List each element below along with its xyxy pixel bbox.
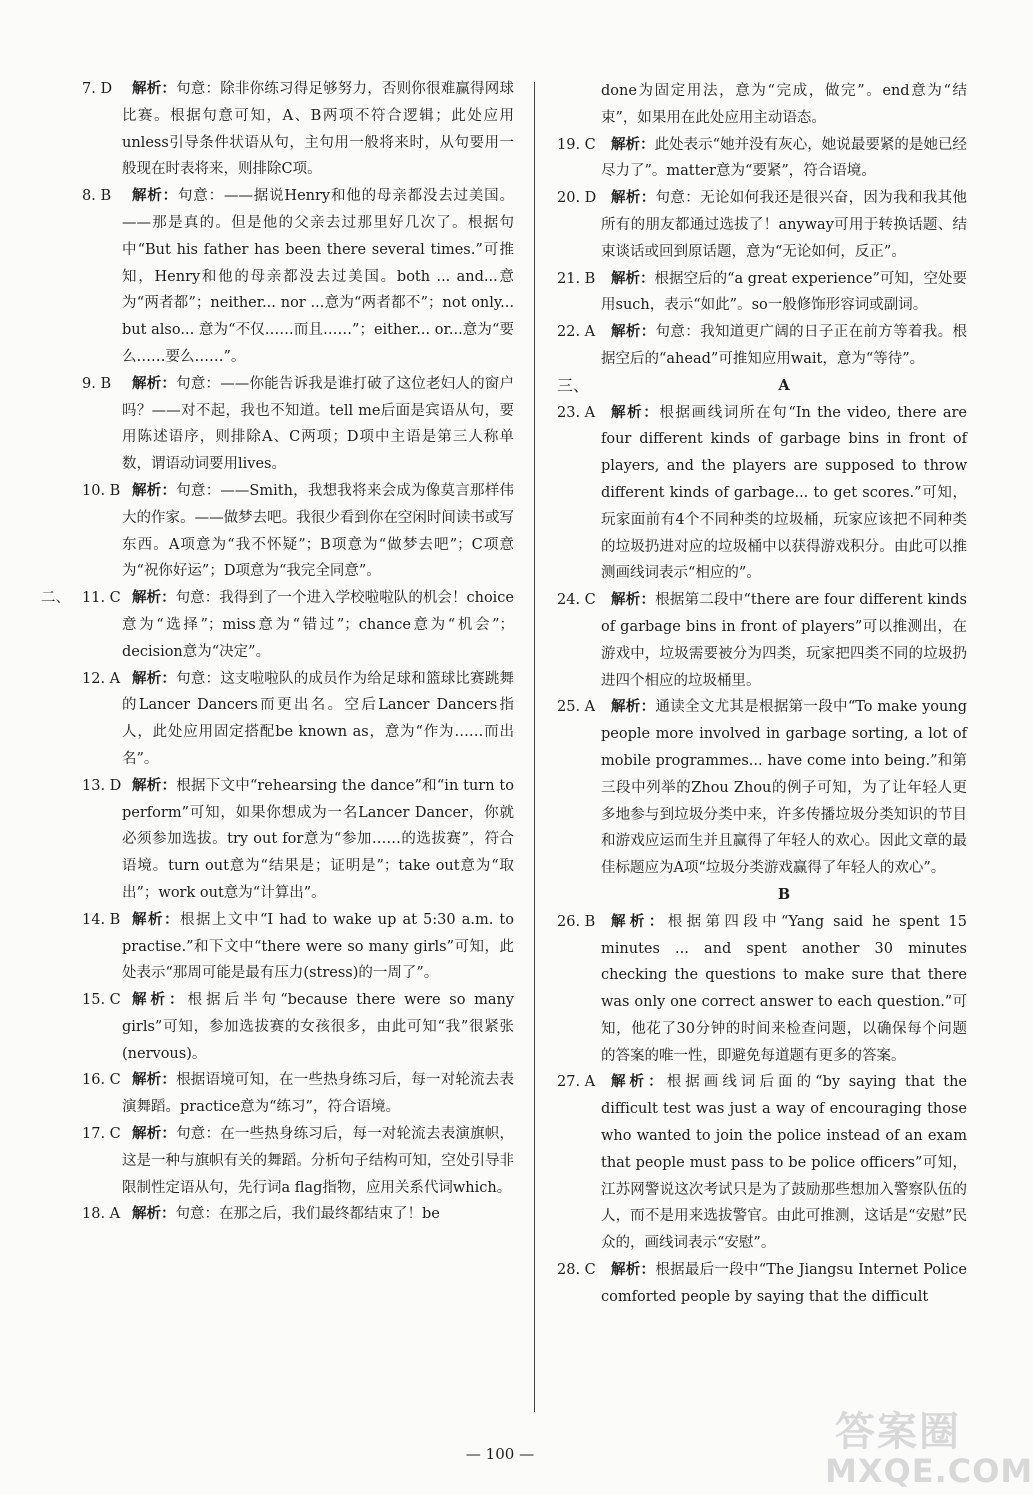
answer-item bbox=[82, 666, 514, 773]
question-number: 9. B bbox=[82, 375, 112, 392]
analysis-label: 解析： bbox=[611, 1073, 667, 1091]
analysis-text: 句意：——你能告诉我是谁打破了这位老妇人的窗户吗？——对不起，我也不知道。tell me后面是宾语从句，要用陈述语序，则排除A、C两项；D项中主语是第三人称单数，谓语动词要用lives。 bbox=[122, 375, 514, 473]
analysis-label: 解析： bbox=[611, 591, 656, 609]
analysis-text: 根据最后一段中“The Jiangsu Internet Police comforted people by saying that the difficult bbox=[601, 1262, 967, 1305]
analysis-text: 根据语境可知，在一些热身练习后，每一对轮流去表演舞蹈。practice意为“练习”，符合语境。 bbox=[122, 1072, 515, 1116]
question-number: 10. B bbox=[82, 482, 121, 499]
answer-item bbox=[82, 987, 514, 1067]
answer-item bbox=[557, 909, 967, 1070]
column-divider bbox=[534, 82, 535, 1412]
question-number: 8. B bbox=[82, 188, 112, 205]
question-number: 20. D bbox=[557, 190, 597, 207]
answer-item bbox=[557, 185, 967, 265]
watermark-text-1: 答案圈 bbox=[835, 1409, 961, 1455]
analysis-label: 解析： bbox=[132, 776, 177, 794]
question-number: 12. A bbox=[82, 670, 121, 687]
answer-item bbox=[557, 694, 967, 882]
subsection-a-title: A bbox=[778, 376, 790, 394]
question-number: 7. D bbox=[82, 81, 113, 97]
question-number: 14. B bbox=[82, 911, 121, 928]
answer-item bbox=[557, 1257, 967, 1311]
question-number: 21. B bbox=[557, 270, 596, 287]
analysis-text: 通读全文尤其是根据第一段中“To make young people more involved in garbage sorting, a lot of mobile programmes... have come into being.”和第三段中列举的Zhou Zhou的例子可知，为了让年轻人更多地参与到垃圾分类中来，许多传播垃圾分类知识的节目和游戏应运而生并且赢得了年轻人的欢心。因此文章的最佳标题应为A项“垃圾分类游戏赢得了年轻人的欢心”。 bbox=[601, 699, 967, 877]
answer-item bbox=[82, 1067, 514, 1121]
analysis-label: 解析： bbox=[132, 589, 176, 607]
analysis-text: 句意：无论如何我还是很兴奋，因为我和我其他所有的朋友都通过选拔了！anyway可用于转换话题、结束谈话或回到原话题，意为“无论如何，反正”。 bbox=[601, 190, 968, 260]
analysis-label: 解析： bbox=[132, 1125, 177, 1143]
continued-text: done为固定用法，意为“完成，做完”。end意为“结束”，如果用在此处应用主动语态。 bbox=[601, 83, 967, 126]
section-three-row bbox=[557, 373, 967, 400]
analysis-text: 根据画线词所在句“In the video, there are four different kinds of garbage bins in front of players, and the players are supposed to throw different kinds of garbage... to get scores.”可知，玩家面前有4个不同种类的垃圾桶，玩家应该把不同种类的垃圾扔进对应的垃圾桶中以获得游戏积分。由此可以推测画线词表示“相应的”。 bbox=[601, 404, 968, 582]
question-number: 26. B bbox=[557, 913, 596, 930]
analysis-text: 此处表示“她并没有灰心，她说最要紧的是她已经尽力了”。matter意为“要紧”，符合语境。 bbox=[601, 136, 967, 180]
watermark-text-2: MXQE.COM bbox=[825, 1452, 1033, 1490]
analysis-label: 解析： bbox=[132, 991, 188, 1009]
section-marker: 三、 bbox=[557, 375, 590, 395]
question-number: 27. A bbox=[557, 1074, 596, 1091]
answer-item bbox=[82, 478, 514, 585]
answer-group-3 bbox=[557, 909, 967, 1311]
analysis-text: 句意：——据说Henry和他的母亲都没去过美国。——那是真的。但是他的父亲去过那里好几次了。根据句中“But his father has been there several times.”可推知，Henry和他的母亲都没去过美国。both ... and...意为“两者都”；neither... nor ...意为“两者都不”；not only... but also... 意为“不仅……而且……”；either... or...意为“要么……要么……”。 bbox=[122, 188, 515, 365]
analysis-text: 句意：我得到了一个进入学校啦啦队的机会！choice意为“选择”；miss意为“错过”；chance意为“机会”；decision意为“决定”。 bbox=[122, 590, 515, 660]
answer-item bbox=[82, 1121, 514, 1201]
analysis-text: 根据空后的“a great experience”可知，空处要用such，表示“如此”。so一般修饰形容词或副词。 bbox=[601, 270, 967, 314]
analysis-label: 解析： bbox=[132, 669, 177, 687]
analysis-text: 根据第二段中“there are four different kinds of garbage bins in front of players”可以推测出，在游戏中，垃圾需要被分为四类，玩家把四类不同的垃圾扔进四个相应的垃圾桶里。 bbox=[601, 592, 967, 689]
analysis-label: 解析： bbox=[132, 1071, 177, 1089]
answer-item bbox=[41, 585, 515, 665]
analysis-label: 解析： bbox=[132, 1205, 176, 1223]
analysis-text: 根据下文中“rehearsing the dance”和“in turn to perform”可知，如果你想成为一名Lancer Dancer，你就必须参加选拔。try out for意为“参加……的选拔赛”，符合语境。turn out意为“结果是；证明是”；take out意为“取出”；work out意为“计算出”。 bbox=[122, 777, 514, 901]
answer-item bbox=[557, 132, 967, 186]
left-column bbox=[41, 76, 515, 1228]
analysis-text: 句意：除非你练习得足够努力，否则你很难赢得网球比赛。根据句意可知，A、B两项不符合逻辑；此处应用unless引导条件状语从句，主句用一般将来时，从句要用一般现在时表将来，则排除C项。 bbox=[122, 81, 515, 178]
question-number: 18. A bbox=[82, 1206, 121, 1223]
answer-item bbox=[82, 371, 514, 478]
analysis-label: 解析： bbox=[611, 189, 656, 207]
analysis-text: 根据上文中“I had to wake up at 5:30 a.m. to practise.”和下文中“there were so many girls”可知，此处表示“那周可能是最有压力(stress)的一周了”。 bbox=[122, 911, 514, 982]
analysis-label: 解析： bbox=[611, 698, 656, 716]
answer-group-1 bbox=[557, 132, 967, 373]
analysis-label: 解析： bbox=[132, 481, 177, 499]
question-number: 17. C bbox=[82, 1126, 121, 1143]
answer-item bbox=[82, 1201, 514, 1228]
answer-item bbox=[557, 400, 967, 588]
analysis-label: 解析： bbox=[611, 912, 668, 930]
question-number: 23. A bbox=[557, 404, 596, 421]
analysis-text: 根据第四段中“Yang said he spent 15 minutes ... and spent another 30 minutes checking the questions to make sure that there was only one correct answer to each question.”可知，他花了30分钟的时间来检查问题，以确保每个问题的答案的唯一性，即避免每道题有更多的答案。 bbox=[601, 913, 968, 1064]
analysis-label: 解析： bbox=[132, 374, 177, 392]
answer-item bbox=[82, 183, 514, 371]
answer-item bbox=[82, 76, 514, 183]
analysis-label: 解析： bbox=[611, 135, 655, 153]
answer-item bbox=[557, 1069, 967, 1257]
answer-group-2 bbox=[557, 400, 967, 882]
analysis-label: 解析： bbox=[132, 80, 177, 97]
answer-item bbox=[82, 907, 514, 987]
watermark-logo bbox=[810, 1400, 1033, 1490]
answer-item bbox=[557, 319, 967, 373]
analysis-label: 解析： bbox=[611, 1261, 656, 1279]
analysis-text: 句意：在那之后，我们最终都结束了！be bbox=[175, 1206, 440, 1223]
analysis-label: 解析： bbox=[132, 187, 178, 205]
question-number: 22. A bbox=[557, 324, 596, 341]
analysis-text: 句意：我知道更广阔的日子正在前方等着我。根据空后的“ahead”可推知应用wait，意为“等待”。 bbox=[601, 324, 968, 367]
question-number: 13. D bbox=[82, 777, 122, 794]
analysis-text: 句意：在一些热身练习后，每一对轮流去表演旗帜，这是一种与旗帜有关的舞蹈。分析句子结构可知，空处引导非限制性定语从句，先行词a flag指物，应用关系代词which。 bbox=[122, 1126, 515, 1196]
question-number: 19. C bbox=[557, 136, 596, 153]
page-number: — 100 — bbox=[465, 1445, 535, 1463]
question-number: 15. C bbox=[82, 992, 121, 1009]
analysis-text: 句意：——Smith，我想我将来会成为像莫言那样伟大的作家。——做梦去吧。我很少看到你在空闲时间读书或写东西。A项意为“我不怀疑”；B项意为“做梦去吧”；C项意为“祝你好运”；D项意为“我完全同意”。 bbox=[122, 482, 515, 580]
analysis-text: 根据后半句“because there were so many girls”可知，参加选拔赛的女孩很多，由此可知“我”很紧张(nervous)。 bbox=[122, 992, 514, 1062]
analysis-label: 解析： bbox=[132, 910, 180, 928]
question-number: 28. C bbox=[557, 1262, 596, 1279]
analysis-text: 根据画线词后面的“by saying that the difficult test was just a way of encouraging those who wanted to join the police instead of an exam that people must pass to be police officers”可知，江苏网警说这次考试只是为了鼓励那些想加入警察队伍的人，而不是用来选拔警官。由此可推测，这话是“安慰”民众的，画线词表示“安慰”。 bbox=[601, 1074, 967, 1252]
question-number: 24. C bbox=[557, 592, 596, 609]
answer-item bbox=[557, 587, 967, 694]
answer-item bbox=[82, 773, 514, 907]
page-number-value: 100 bbox=[485, 1445, 515, 1463]
analysis-label: 解析： bbox=[611, 323, 656, 341]
question-number: 25. A bbox=[557, 699, 596, 716]
analysis-label: 解析： bbox=[611, 269, 655, 287]
right-column bbox=[557, 78, 967, 1311]
subsection-b-title: B bbox=[777, 885, 791, 903]
analysis-text: 句意：这支啦啦队的成员作为给足球和篮球比赛跳舞的Lancer Dancers而更出名。空后Lancer Dancers指人，此处应用固定搭配be known as，意为“作为……而出名”。 bbox=[122, 670, 515, 767]
question-number: 16. C bbox=[82, 1072, 121, 1089]
section-marker: 二、 bbox=[41, 590, 70, 607]
answer-item bbox=[557, 266, 967, 320]
question-number: 11. C bbox=[82, 590, 121, 607]
analysis-label: 解析： bbox=[611, 403, 660, 421]
